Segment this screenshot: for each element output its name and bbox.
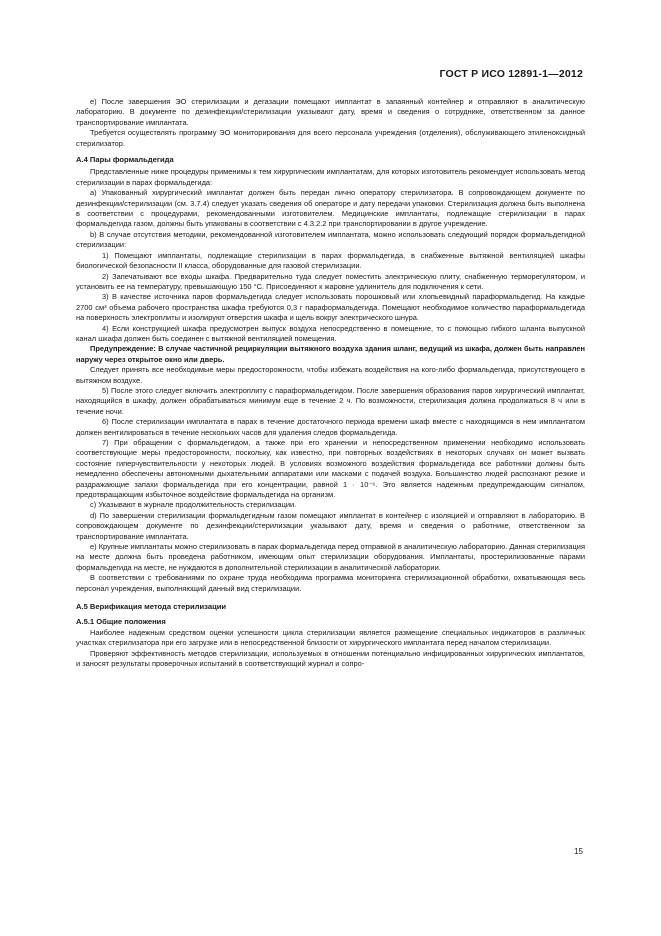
list-item: e) Крупные имплантаты можно стерилизовать в парах формальдегида перед отправкой в аналитическую лабораторию. Данная стерилизация на месте должна быть проведена работником, имеющим опыт стерилизации оборудования. Имплантаты, простерилизованные парами формальдегида на месте, не нуждаются в дополнительной стерилизации в аналитической лаборатории.: [76, 542, 585, 572]
paragraph: В соответствии с требованиями по охране труда необходима программа мониторинга стерилизационной обработки, охватывающая весь персонал учреждения, выполняющий данный вид стерилизации.: [76, 573, 585, 593]
list-item: 1) Помещают имплантаты, подлежащие стерилизации в парах формальдегида, в снабженные вытяжной вентиляцией шкафы биологической безопасности II класса, оборудованные для газовой стерилизации.: [76, 250, 585, 271]
paragraph: Следует принять все необходимые меры предосторожности, чтобы избежать воздействия на кого-либо формальдегида, присутствующего в вытяжном воздухе.: [76, 365, 585, 385]
paragraph: Требуется осуществлять программу ЭО мониторирования для всего персонала учреждения (отделения), обслуживающего этиленоксидный стерилизатор.: [76, 128, 585, 148]
list-item: 2) Запечатывают все входы шкафа. Предварительно туда следует поместить электрическую плиту, снабженную терморегулятором, и установить ее на температуру, превышающую 150 °С. Присоединяют к жаровне удлинитель для подключения к сети.: [76, 271, 585, 291]
page-number: 15: [574, 847, 583, 856]
list-item: 5) После этого следует включить электроплиту с параформальдегидом. После завершения образования паров хирургический имплантат, находящийся в шкафу, должен обрабатываться минимум еще в течение 2 ч. По возможности, стерилизация должна продолжаться 8 ч или в течение ночи.: [76, 385, 585, 416]
list-item: 3) В качестве источника паров формальдегида следует использовать порошковый или хлопьевидный параформальдегид. На каждые 2700 см³ объема рабочего пространства шкафа требуются 0,3 г параформальдегида. Помещают необходимое количество параформальдегида на поверхность электроплиты и изолируют отверстия шкафа и щель вокруг электрического шнура.: [76, 292, 585, 323]
section-heading-a4: A.4 Пары формальдегида: [76, 155, 174, 165]
subsection-heading-a51: A.5.1 Общие положения: [76, 616, 166, 626]
list-item: 7) При обращении с формальдегидом, а также при его хранении и непосредственном применении необходимо использовать соответствующие меры предосторожности, поскольку, как известно, при повторных воздействиях в некоторых случаях он может вызвать состояние гиперчувствительности у некоторых людей. В условиях возможного воздействия формальдегида все работники должны быть немедленно обеспечены автономными дыхательными аппаратами или масками с подачей воздуха. Большинство людей распознают резкие и раздражающие запахи формальдегида при его концентрации, равной 1 · 10⁻⁶. Это является надежным предупреждающим сигналом, предотвращающим избыточное воздействие формальдегида на организм.: [76, 438, 585, 500]
paragraph: Проверяют эффективность методов стерилизации, используемых в отношении потенциально инфицированных хирургических имплантатов, и заносят результаты проверочных испытаний в соответствующий журнал и сопро-: [76, 648, 585, 669]
list-item: d) По завершении стерилизации формальдегидным газом помещают имплантат в контейнер с изоляцией и отправляют в лабораторию. В сопровождающем документе по дезинфекции/стерилизации указывают дату, время и сведения о работнике, ответственном за транспортирование имплантата.: [76, 510, 585, 541]
document-body: [76, 97, 585, 670]
document-id: ГОСТ Р ИСО 12891-1—2012: [439, 68, 583, 80]
paragraph: Наиболее надежным средством оценки успешности цикла стерилизации является размещение специальных индикаторов в различных участках стерилизатора при его загрузке или в непосредственной близости от хирургического имплантата перед началом стерилизации.: [76, 627, 585, 648]
list-item: c) Указывают в журнале продолжительность стерилизации.: [90, 500, 297, 510]
list-item: 6) После стерилизации имплантата в парах в течение достаточного периода времени шкаф вместе с находящимся в нем имплантатом должен вентилироваться в течение нескольких часов для удаления следов формальдегида.: [76, 417, 585, 437]
list-item: 4) Если конструкцией шкафа предусмотрен выпуск воздуха непосредственно в помещение, то с помощью гибкого шланга выпускной канал шкафа должен быть соединен с вытяжной вентиляцией помещения.: [76, 323, 585, 343]
paragraph: Представленные ниже процедуры применимы к тем хирургическим имплантатам, для которых изготовитель рекомендует использовать метод стерилизации в парах формальдегида:: [76, 167, 585, 187]
list-item: b) В случае отсутствия методики, рекомендованной изготовителем имплантата, можно использовать следующий порядок формальдегидной стерилизации:: [76, 229, 585, 250]
warning-paragraph: Предупреждение: В случае частичной рециркуляции вытяжного воздуха здания шланг, ведущий из шкафа, должен быть направлен наружу через открытое окно или дверь.: [76, 344, 585, 364]
list-item: a) Упакованный хирургический имплантат должен быть передан лично оператору стерилизатора. В сопровождающем документе по дезинфекции/стерилизации (см. 3.7.4) следует указать сведения об операторе и дату передачи упаковки. Стерилизация должна быть выполнена в соответствии с процедурами, рекомендованными изготовителем. Медицинские имплантаты, подлежащие стерилизации в парах формальдегида газом, должны быть упакованы в соответствии с 4.3.2.2 при транспортировании в другое учреждение.: [76, 188, 585, 229]
paragraph: е) После завершения ЭО стерилизации и дегазации помещают имплантат в запаянный контейнер и отправляют в аналитическую лабораторию. В документе по дезинфекции/стерилизации указывают дату, время и сведения о сотруднике, ответственном за данное транспортирование имплантата.: [76, 97, 585, 127]
section-heading-a5: A.5 Верификация метода стерилизации: [76, 602, 227, 612]
